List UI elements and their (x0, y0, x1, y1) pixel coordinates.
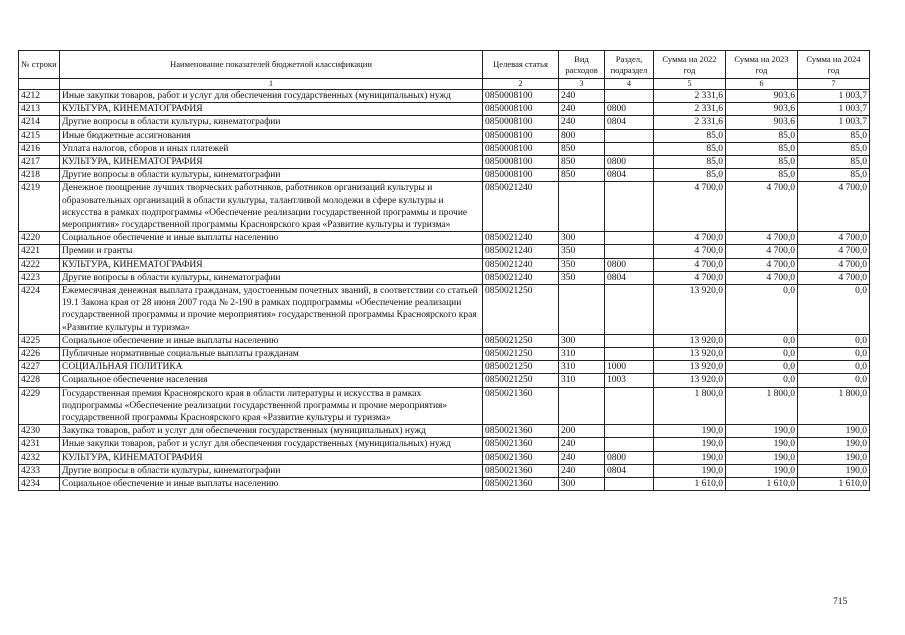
target-article-cell: 0850021250 (483, 361, 559, 374)
table-row (19, 116, 870, 129)
sum-2024-cell: 85,0 (798, 142, 870, 155)
sum-2023-cell: 190,0 (726, 451, 798, 464)
target-article-cell: 0850021250 (483, 285, 559, 335)
table-row (19, 374, 870, 387)
sum-2022-cell: 190,0 (654, 425, 726, 438)
table-row (19, 156, 870, 169)
column-number: 4 (605, 79, 654, 90)
target-article-cell: 0850008100 (483, 156, 559, 169)
sum-2024-cell: 4 700,0 (798, 182, 870, 232)
expense-kind-cell: 300 (559, 478, 605, 491)
section-cell (605, 348, 654, 361)
expense-kind-cell: 350 (559, 258, 605, 271)
table-row (19, 478, 870, 491)
sum-2023-cell: 903,6 (726, 116, 798, 129)
indicator-name-cell: КУЛЬТУРА, КИНЕМАТОГРАФИЯ (60, 451, 483, 464)
sum-2023-cell: 4 700,0 (726, 245, 798, 258)
row-number-cell: 4212 (19, 90, 60, 103)
indicator-name-cell: Премии и гранты (60, 245, 483, 258)
indicator-name-cell: СОЦИАЛЬНАЯ ПОЛИТИКА (60, 361, 483, 374)
row-number-cell: 4225 (19, 334, 60, 347)
expense-kind-cell (559, 387, 605, 425)
expense-kind-cell (559, 182, 605, 232)
sum-2023-cell: 85,0 (726, 142, 798, 155)
budget-sheet (18, 50, 869, 491)
header-sum-2022: Сумма на 2022 год (654, 51, 726, 79)
sum-2023-cell: 0,0 (726, 348, 798, 361)
sum-2022-cell: 13 920,0 (654, 334, 726, 347)
indicator-name-cell: Закупка товаров, работ и услуг для обеспечения государственных (муниципальных) нужд (60, 425, 483, 438)
row-number-cell: 4233 (19, 464, 60, 477)
sum-2022-cell: 4 700,0 (654, 271, 726, 284)
table-body (19, 90, 870, 491)
sum-2024-cell: 1 800,0 (798, 387, 870, 425)
sum-2024-cell: 85,0 (798, 129, 870, 142)
row-number-cell: 4216 (19, 142, 60, 155)
section-cell (605, 129, 654, 142)
indicator-name-cell: КУЛЬТУРА, КИНЕМАТОГРАФИЯ (60, 103, 483, 116)
table-row (19, 129, 870, 142)
section-cell (605, 478, 654, 491)
target-article-cell: 0850008100 (483, 103, 559, 116)
expense-kind-cell: 240 (559, 438, 605, 451)
row-number-cell: 4214 (19, 116, 60, 129)
row-number-cell: 4222 (19, 258, 60, 271)
sum-2024-cell: 0,0 (798, 374, 870, 387)
sum-2023-cell: 903,6 (726, 103, 798, 116)
sum-2024-cell: 85,0 (798, 156, 870, 169)
section-cell: 1000 (605, 361, 654, 374)
sum-2024-cell: 190,0 (798, 425, 870, 438)
sum-2024-cell: 190,0 (798, 451, 870, 464)
sum-2022-cell: 13 920,0 (654, 348, 726, 361)
sum-2023-cell: 0,0 (726, 285, 798, 335)
header-row (19, 51, 870, 79)
section-cell (605, 142, 654, 155)
section-cell (605, 425, 654, 438)
header-target-article: Целевая статья (483, 51, 559, 79)
row-number-cell: 4223 (19, 271, 60, 284)
table-row (19, 285, 870, 335)
sum-2023-cell: 190,0 (726, 464, 798, 477)
expense-kind-cell: 300 (559, 232, 605, 245)
target-article-cell: 0850021360 (483, 478, 559, 491)
sum-2024-cell: 0,0 (798, 361, 870, 374)
header-expense-kind: Вид расходов (559, 51, 605, 79)
table-row (19, 90, 870, 103)
target-article-cell: 0850021240 (483, 271, 559, 284)
sum-2023-cell: 0,0 (726, 334, 798, 347)
indicator-name-cell: Денежное поощрение лучших творческих работников, работников организаций культуры и образовательных организаций в области культуры, талантливой молодежи в сфере культуры и искусства в рамках подпрограммы «Обеспечение реализации государственной программы и прочие мероприятия» государственной программы Красноярского края «Развитие культуры и туризма» (60, 182, 483, 232)
header-indicator-name: Наименование показателей бюджетной классификации (60, 51, 483, 79)
sum-2024-cell: 0,0 (798, 285, 870, 335)
sum-2024-cell: 1 003,7 (798, 103, 870, 116)
sum-2023-cell: 4 700,0 (726, 258, 798, 271)
sum-2024-cell: 0,0 (798, 348, 870, 361)
target-article-cell: 0850021250 (483, 374, 559, 387)
target-article-cell: 0850008100 (483, 90, 559, 103)
table-row (19, 425, 870, 438)
indicator-name-cell: Государственная премия Красноярского края в области литературы и искусства в рамках подпрограммы «Обеспечение реализации государственной программы и прочие мероприятия» государственной программы Красноярского края «Развитие культуры и туризма» (60, 387, 483, 425)
sum-2023-cell: 0,0 (726, 361, 798, 374)
column-number: 7 (798, 79, 870, 90)
indicator-name-cell: Социальное обеспечение и иные выплаты населению (60, 478, 483, 491)
sum-2024-cell: 4 700,0 (798, 258, 870, 271)
expense-kind-cell: 800 (559, 129, 605, 142)
page-number: 715 (833, 597, 848, 607)
sum-2023-cell: 190,0 (726, 438, 798, 451)
target-article-cell: 0850008100 (483, 116, 559, 129)
table-row (19, 451, 870, 464)
table-row (19, 232, 870, 245)
table-row (19, 245, 870, 258)
row-number-cell: 4215 (19, 129, 60, 142)
sum-2022-cell: 190,0 (654, 438, 726, 451)
header-row-number: № строки (19, 51, 60, 79)
row-number-cell: 4229 (19, 387, 60, 425)
target-article-cell: 0850021250 (483, 334, 559, 347)
indicator-name-cell: Публичные нормативные социальные выплаты гражданам (60, 348, 483, 361)
sum-2022-cell: 1 800,0 (654, 387, 726, 425)
sum-2022-cell: 85,0 (654, 156, 726, 169)
target-article-cell: 0850021250 (483, 348, 559, 361)
section-cell (605, 285, 654, 335)
section-cell (605, 334, 654, 347)
expense-kind-cell: 310 (559, 361, 605, 374)
section-cell: 1003 (605, 374, 654, 387)
target-article-cell: 0850021360 (483, 451, 559, 464)
expense-kind-cell: 240 (559, 103, 605, 116)
sum-2022-cell: 190,0 (654, 451, 726, 464)
sum-2023-cell: 85,0 (726, 156, 798, 169)
row-number-cell: 4228 (19, 374, 60, 387)
expense-kind-cell: 350 (559, 271, 605, 284)
header-sum-2024: Сумма на 2024 год (798, 51, 870, 79)
sum-2022-cell: 190,0 (654, 464, 726, 477)
sum-2022-cell: 4 700,0 (654, 245, 726, 258)
expense-kind-cell: 200 (559, 425, 605, 438)
column-number: 5 (654, 79, 726, 90)
table-row (19, 438, 870, 451)
table-row (19, 361, 870, 374)
table-row (19, 348, 870, 361)
target-article-cell: 0850021360 (483, 464, 559, 477)
indicator-name-cell: Социальное обеспечение и иные выплаты населению (60, 334, 483, 347)
sum-2022-cell: 13 920,0 (654, 361, 726, 374)
indicator-name-cell: Другие вопросы в области культуры, кинематографии (60, 116, 483, 129)
sum-2022-cell: 13 920,0 (654, 374, 726, 387)
sum-2023-cell: 4 700,0 (726, 182, 798, 232)
sum-2022-cell: 85,0 (654, 129, 726, 142)
row-number-cell: 4224 (19, 285, 60, 335)
column-number: 3 (559, 79, 605, 90)
column-number: 1 (60, 79, 483, 90)
sum-2022-cell: 4 700,0 (654, 182, 726, 232)
indicator-name-cell: Иные закупки товаров, работ и услуг для обеспечения государственных (муниципальных) нужд (60, 90, 483, 103)
sum-2024-cell: 4 700,0 (798, 245, 870, 258)
expense-kind-cell: 350 (559, 245, 605, 258)
sum-2024-cell: 190,0 (798, 464, 870, 477)
row-number-cell: 4220 (19, 232, 60, 245)
indicator-name-cell: КУЛЬТУРА, КИНЕМАТОГРАФИЯ (60, 156, 483, 169)
section-cell: 0800 (605, 103, 654, 116)
row-number-cell: 4231 (19, 438, 60, 451)
row-number-cell: 4219 (19, 182, 60, 232)
column-number (19, 79, 60, 90)
sum-2022-cell: 85,0 (654, 142, 726, 155)
section-cell: 0804 (605, 271, 654, 284)
section-cell (605, 245, 654, 258)
section-cell (605, 182, 654, 232)
sum-2023-cell: 190,0 (726, 425, 798, 438)
indicator-name-cell: Иные бюджетные ассигнования (60, 129, 483, 142)
column-number-row (19, 79, 870, 90)
sum-2024-cell: 1 003,7 (798, 116, 870, 129)
header-section: Раздел, подраздел (605, 51, 654, 79)
sum-2023-cell: 903,6 (726, 90, 798, 103)
sum-2022-cell: 4 700,0 (654, 232, 726, 245)
section-cell: 0800 (605, 156, 654, 169)
target-article-cell: 0850021240 (483, 258, 559, 271)
target-article-cell: 0850021240 (483, 245, 559, 258)
indicator-name-cell: Другие вопросы в области культуры, кинематографии (60, 271, 483, 284)
table-row (19, 169, 870, 182)
row-number-cell: 4230 (19, 425, 60, 438)
expense-kind-cell: 850 (559, 156, 605, 169)
sum-2022-cell: 2 331,6 (654, 116, 726, 129)
indicator-name-cell: Уплата налогов, сборов и иных платежей (60, 142, 483, 155)
table-row (19, 271, 870, 284)
sum-2022-cell: 85,0 (654, 169, 726, 182)
row-number-cell: 4218 (19, 169, 60, 182)
target-article-cell: 0850021360 (483, 425, 559, 438)
indicator-name-cell: Иные закупки товаров, работ и услуг для обеспечения государственных (муниципальных) нужд (60, 438, 483, 451)
target-article-cell: 0850021240 (483, 232, 559, 245)
budget-table (18, 50, 870, 491)
expense-kind-cell: 850 (559, 142, 605, 155)
header-sum-2023: Сумма на 2023 год (726, 51, 798, 79)
sum-2023-cell: 1 800,0 (726, 387, 798, 425)
expense-kind-cell: 240 (559, 90, 605, 103)
sum-2024-cell: 85,0 (798, 169, 870, 182)
expense-kind-cell: 240 (559, 116, 605, 129)
row-number-cell: 4234 (19, 478, 60, 491)
sum-2024-cell: 4 700,0 (798, 232, 870, 245)
column-number: 6 (726, 79, 798, 90)
sum-2023-cell: 0,0 (726, 374, 798, 387)
sum-2022-cell: 1 610,0 (654, 478, 726, 491)
section-cell: 0800 (605, 451, 654, 464)
sum-2023-cell: 1 610,0 (726, 478, 798, 491)
sum-2023-cell: 4 700,0 (726, 271, 798, 284)
table-row (19, 258, 870, 271)
indicator-name-cell: Социальное обеспечение населения (60, 374, 483, 387)
table-row (19, 334, 870, 347)
row-number-cell: 4227 (19, 361, 60, 374)
row-number-cell: 4217 (19, 156, 60, 169)
indicator-name-cell: КУЛЬТУРА, КИНЕМАТОГРАФИЯ (60, 258, 483, 271)
expense-kind-cell: 240 (559, 451, 605, 464)
section-cell: 0800 (605, 258, 654, 271)
sum-2023-cell: 85,0 (726, 129, 798, 142)
expense-kind-cell: 300 (559, 334, 605, 347)
table-row (19, 103, 870, 116)
indicator-name-cell: Социальное обеспечение и иные выплаты населению (60, 232, 483, 245)
indicator-name-cell: Другие вопросы в области культуры, кинематографии (60, 464, 483, 477)
expense-kind-cell: 310 (559, 374, 605, 387)
expense-kind-cell: 240 (559, 464, 605, 477)
section-cell (605, 232, 654, 245)
table-row (19, 142, 870, 155)
target-article-cell: 0850021240 (483, 182, 559, 232)
table-row (19, 182, 870, 232)
sum-2022-cell: 13 920,0 (654, 285, 726, 335)
sum-2024-cell: 1 610,0 (798, 478, 870, 491)
expense-kind-cell: 850 (559, 169, 605, 182)
section-cell: 0804 (605, 169, 654, 182)
sum-2024-cell: 190,0 (798, 438, 870, 451)
section-cell (605, 438, 654, 451)
expense-kind-cell (559, 285, 605, 335)
sum-2024-cell: 1 003,7 (798, 90, 870, 103)
target-article-cell: 0850021360 (483, 387, 559, 425)
section-cell: 0804 (605, 116, 654, 129)
sum-2022-cell: 4 700,0 (654, 258, 726, 271)
row-number-cell: 4232 (19, 451, 60, 464)
target-article-cell: 0850021360 (483, 438, 559, 451)
table-row (19, 387, 870, 425)
target-article-cell: 0850008100 (483, 129, 559, 142)
expense-kind-cell: 310 (559, 348, 605, 361)
sum-2024-cell: 0,0 (798, 334, 870, 347)
sum-2024-cell: 4 700,0 (798, 271, 870, 284)
target-article-cell: 0850008100 (483, 142, 559, 155)
row-number-cell: 4226 (19, 348, 60, 361)
row-number-cell: 4221 (19, 245, 60, 258)
sum-2023-cell: 4 700,0 (726, 232, 798, 245)
row-number-cell: 4213 (19, 103, 60, 116)
table-row (19, 464, 870, 477)
section-cell (605, 90, 654, 103)
sum-2022-cell: 2 331,6 (654, 103, 726, 116)
section-cell: 0804 (605, 464, 654, 477)
target-article-cell: 0850008100 (483, 169, 559, 182)
indicator-name-cell: Ежемесячная денежная выплата гражданам, удостоенным почетных званий, в соответствии со статьей 19.1 Закона края от 28 июня 2007 года № 2-190 в рамках подпрограммы «Обеспечение реализации государственной программы и прочие мероприятия» государственной программы Красноярского края «Развитие культуры и туризма» (60, 285, 483, 335)
sum-2023-cell: 85,0 (726, 169, 798, 182)
sum-2022-cell: 2 331,6 (654, 90, 726, 103)
indicator-name-cell: Другие вопросы в области культуры, кинематографии (60, 169, 483, 182)
section-cell (605, 387, 654, 425)
column-number: 2 (483, 79, 559, 90)
